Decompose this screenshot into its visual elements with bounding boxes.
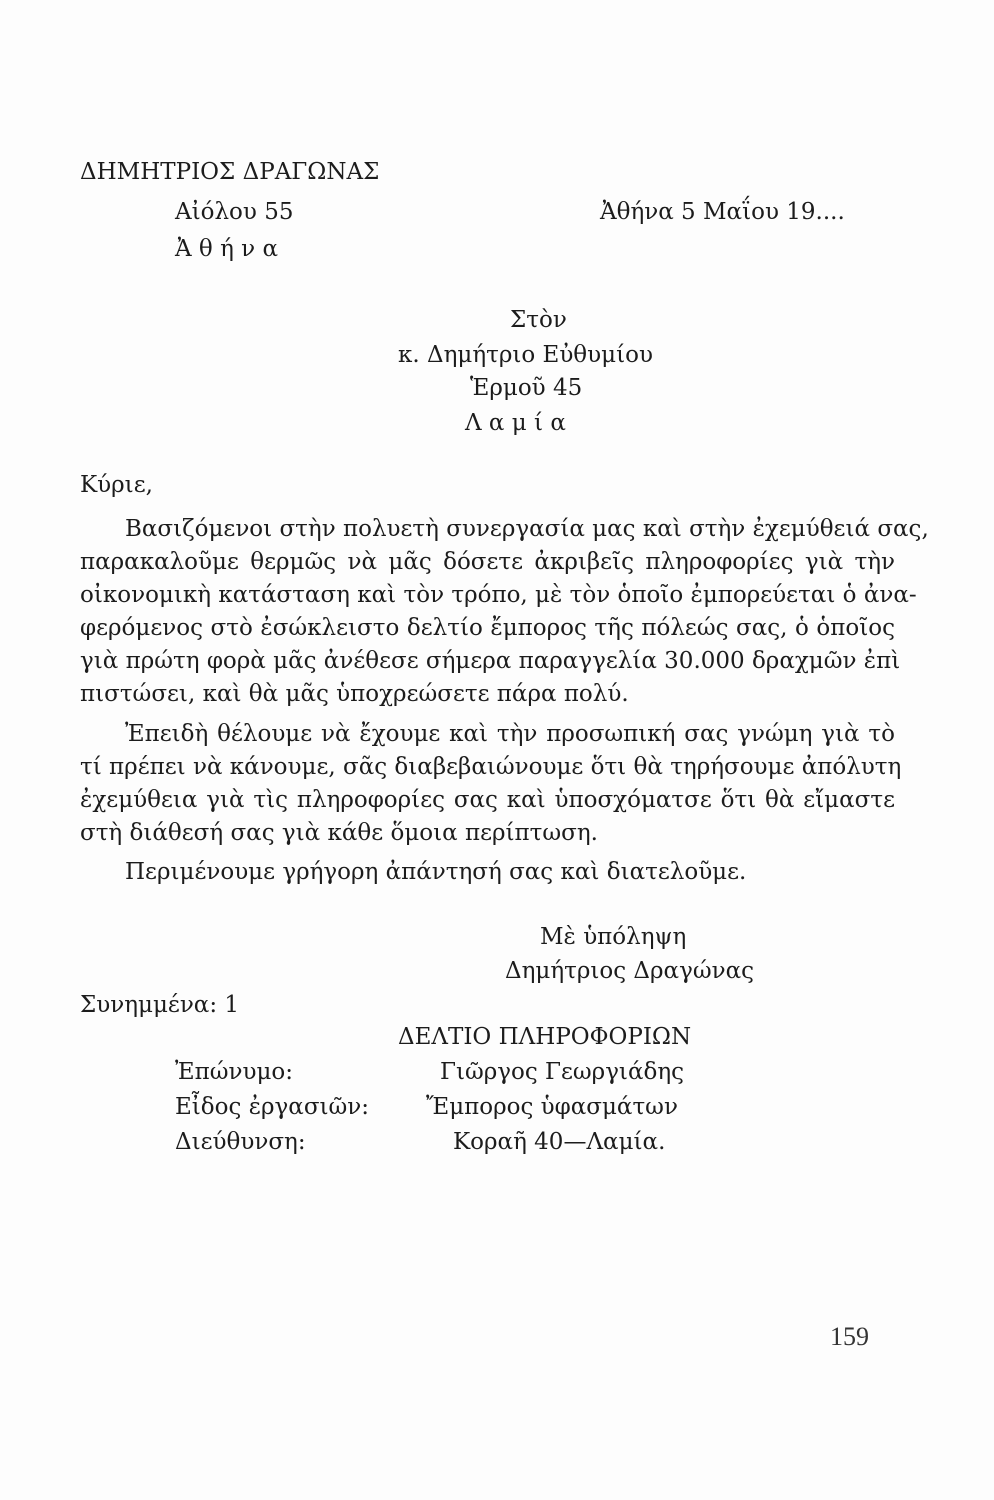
recipient-street: Ἑρμοῦ 45 <box>470 375 583 401</box>
info-label: Ἐπώνυμο: <box>175 1059 293 1085</box>
body-line: πιστώσει, καὶ θὰ μᾶς ὑποχρεώσετε πάρα πολύ. <box>80 681 629 707</box>
info-label: Εἶδος ἐργασιῶν: <box>175 1094 370 1120</box>
body-line: παρακαλοῦμε θερμῶς νὰ μᾶς δόσετε ἀκριβεῖς πληροφορίες γιὰ τὴν <box>80 549 895 575</box>
body-line: οἰκονομικὴ κατάσταση καὶ τὸν τρόπο, μὲ τὸν ὁποῖο ἐμπορεύεται ὁ ἀνα- <box>80 582 917 608</box>
attachments-note: Συνημμένα: 1 <box>80 992 240 1018</box>
recipient-city: Λ α μ ί α <box>465 410 566 436</box>
body-line: ἐχεμύθεια γιὰ τὶς πληροφορίες σας καὶ ὑποσχόματσε ὅτι θὰ εἴμαστε <box>80 787 895 813</box>
info-sheet-title: ΔΕΛΤΙΟ ΠΛΗΡΟΦΟΡΙΩΝ <box>398 1024 692 1050</box>
sender-street: Αἰόλου 55 <box>175 199 294 225</box>
info-value: Ἔμπορος ὑφασμάτων <box>426 1094 678 1120</box>
salutation: Κύριε, <box>80 472 153 498</box>
body-line: τί πρέπει νὰ κάνουμε, σᾶς διαβεβαιώνουμε ὅτι θὰ τηρήσουμε ἀπόλυτη <box>80 754 902 780</box>
info-label: Διεύθυνση: <box>175 1129 306 1155</box>
body-line: Βασιζόμενοι στὴν πολυετὴ συνεργασία μας καὶ στὴν ἐχεμύθειά σας, <box>125 516 929 542</box>
info-value: Γιῶργος Γεωργιάδης <box>440 1059 684 1085</box>
sender-city: Ἀ θ ή ν α <box>175 236 278 262</box>
sender-name: ΔΗΜΗΤΡΙΟΣ ΔΡΑΓΩΝΑΣ <box>80 159 380 185</box>
body-line: Περιμένουμε γρήγορη ἀπάντησή σας καὶ διατελοῦμε. <box>125 859 747 885</box>
body-line: στὴ διάθεσή σας γιὰ κάθε ὅμοια περίπτωση. <box>80 820 598 846</box>
recipient-to: Στὸν <box>510 307 567 333</box>
body-line: γιὰ πρώτη φορὰ μᾶς ἀνέθεσε σήμερα παραγγελία 30.000 δραχμῶν ἐπὶ <box>80 648 901 674</box>
closing-signature: Δημήτριος Δραγώνας <box>505 958 754 984</box>
body-line: Ἐπειδὴ θέλουμε νὰ ἔχουμε καὶ τὴν προσωπική σας γνώμη γιὰ τὸ <box>125 721 895 747</box>
date-line: Ἀθήνα 5 Μαΐου 19.... <box>600 199 845 225</box>
info-value: Κοραῆ 40—Λαμία. <box>453 1129 666 1155</box>
body-line: φερόμενος στὸ ἐσώκλειστο δελτίο ἔμπορος τῆς πόλεώς σας, ὁ ὁποῖος <box>80 615 895 641</box>
page-number: 159 <box>830 1322 869 1351</box>
recipient-name: κ. Δημήτριο Εὐθυμίου <box>398 342 653 368</box>
closing-regards: Μὲ ὑπόληψη <box>540 924 687 950</box>
